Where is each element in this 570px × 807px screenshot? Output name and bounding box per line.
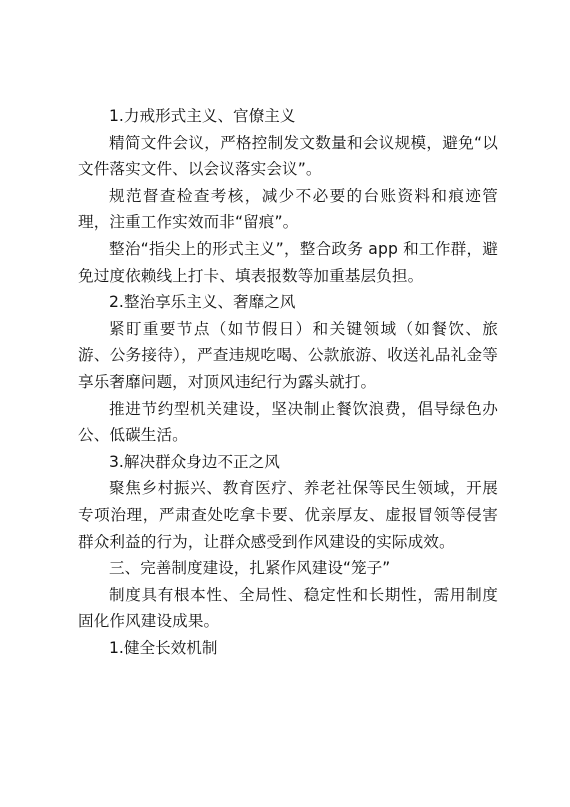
paragraph-regulate-inspections: 规范督查检查考核，减少不必要的台账资料和痕迹管理，注重工作实效而非“留痕”。 (78, 186, 498, 232)
paragraph-institution-nature: 制度具有根本性、全局性、稳定性和长期性，需用制度固化作风建设成果。 (78, 585, 498, 631)
section-heading-unhealthy-practices: 3.解决群众身边不正之风 (109, 452, 280, 471)
paragraph-key-nodes: 紧盯重要节点（如节假日）和关键领域（如餐饮、旅游、公务接待），严查违规吃喝、公款旅游、收送礼品礼金等享乐奢靡问题，对顶风违纪行为露头就打。 (78, 319, 498, 391)
paragraph-fingertip-formalism: 整治“指尖上的形式主义”，整合政务 app 和工作群，避免过度依赖线上打卡、填表报数等加重基层负担。 (78, 239, 498, 285)
document-body (78, 103, 498, 661)
section-heading-formalism: 1.力戒形式主义、官僚主义 (109, 107, 296, 125)
section-heading-hedonism: 2.整治享乐主义、奢靡之风 (109, 293, 296, 312)
paragraph-frugal-organs: 推进节约型机关建设，坚决制止餐饮浪费，倡导绿色办公、低碳生活。 (78, 399, 498, 445)
paragraph-streamline-meetings: 精简文件会议，严格控制发文数量和会议规模，避免“以文件落实文件、以会议落实会议”。 (78, 133, 498, 179)
chapter-heading-institution-building: 三、完善制度建设，扎紧作风建设“笼子” (109, 559, 391, 578)
paragraph-livelihood-fields: 聚焦乡村振兴、教育医疗、养老社保等民生领域，开展专项治理，严肃查处吃拿卡要、优亲厚友、虚报冒领等侵害群众利益的行为，让群众感受到作风建设的实际成效。 (78, 479, 498, 551)
section-heading-long-term-mechanism: 1.健全长效机制 (109, 638, 218, 657)
